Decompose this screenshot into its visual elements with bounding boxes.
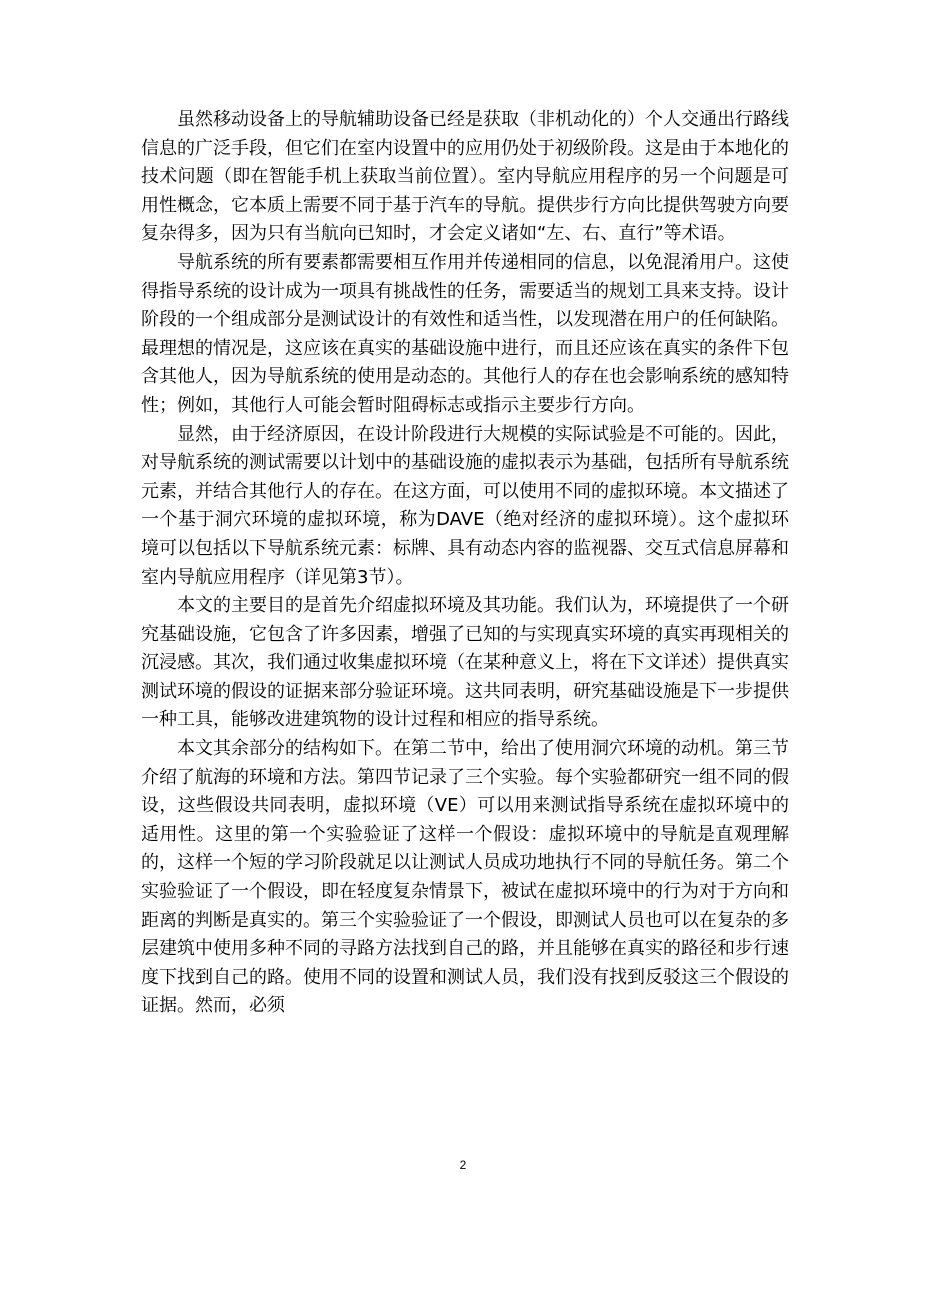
paragraph-3: 显然，由于经济原因，在设计阶段进行大规模的实际试验是不可能的。因此，对导航系统的测试需要以计划中的基础设施的虚拟表示为基础，包括所有导航系统元素，并结合其他行人的存在。在这方面，可以使用不同的虚拟环境。本文描述了一个基于洞穴环境的虚拟环境，称为DAVE（绝对经济的虚拟环境）。这个虚拟环境可以包括以下导航系统元素：标牌、具有动态内容的监视器、交互式信息屏幕和室内导航应用程序（详见第3节）。 <box>141 423 789 588</box>
document-body <box>141 106 789 1021</box>
paragraph-4: 本文的主要目的是首先介绍虚拟环境及其功能。我们认为，环境提供了一个研究基础设施，它包含了许多因素，增强了已知的与实现真实环境的真实再现相关的沉浸感。其次，我们通过收集虚拟环境（在某种意义上，将在下文详述）提供真实测试环境的假设的证据来部分验证环境。这共同表明，研究基础设施是下一步提供一种工具，能够改进建筑物的设计过程和相应的指导系统。 <box>141 595 789 731</box>
page-number: 2 <box>459 1158 467 1172</box>
paragraph-5: 本文其余部分的结构如下。在第二节中，给出了使用洞穴环境的动机。第三节介绍了航海的环境和方法。第四节记录了三个实验。每个实验都研究一组不同的假设，这些假设共同表明，虚拟环境（VE）可以用来测试指导系统在虚拟环境中的适用性。这里的第一个实验验证了这样一个假设：虚拟环境中的导航是直观理解的，这样一个短的学习阶段就足以让测试人员成功地执行不同的导航任务。第二个实验验证了一个假设，即在轻度复杂情景下，被试在虚拟环境中的行为对于方向和距离的判断是真实的。第三个实验验证了一个假设，即测试人员也可以在复杂的多层建筑中使用多种不同的寻路方法找到自己的路，并且能够在真实的路径和步行速度下找到自己的路。使用不同的设置和测试人员，我们没有找到反驳这三个假设的证据。然而，必须 <box>141 738 789 1017</box>
paragraph-2: 导航系统的所有要素都需要相互作用并传递相同的信息，以免混淆用户。这使得指导系统的设计成为一项具有挑战性的任务，需要适当的规划工具来支持。设计阶段的一个组成部分是测试设计的有效性和适当性，以发现潜在用户的任何缺陷。最理想的情况是，这应该在真实的基础设施中进行，而且还应该在真实的条件下包含其他人，因为导航系统的使用是动态的。其他行人的存在也会影响系统的感知特性；例如，其他行人可能会暂时阻碍标志或指示主要步行方向。 <box>141 251 789 416</box>
paragraph-1: 虽然移动设备上的导航辅助设备已经是获取（非机动化的）个人交通出行路线信息的广泛手段，但它们在室内设置中的应用仍处于初级阶段。这是由于本地化的技术问题（即在智能手机上获取当前位置）。室内导航应用程序的另一个问题是可用性概念，它本质上需要不同于基于汽车的导航。提供步行方向比提供驾驶方向要复杂得多，因为只有当航向已知时，才会定义诸如“左、右、直行”等术语。 <box>141 109 789 245</box>
